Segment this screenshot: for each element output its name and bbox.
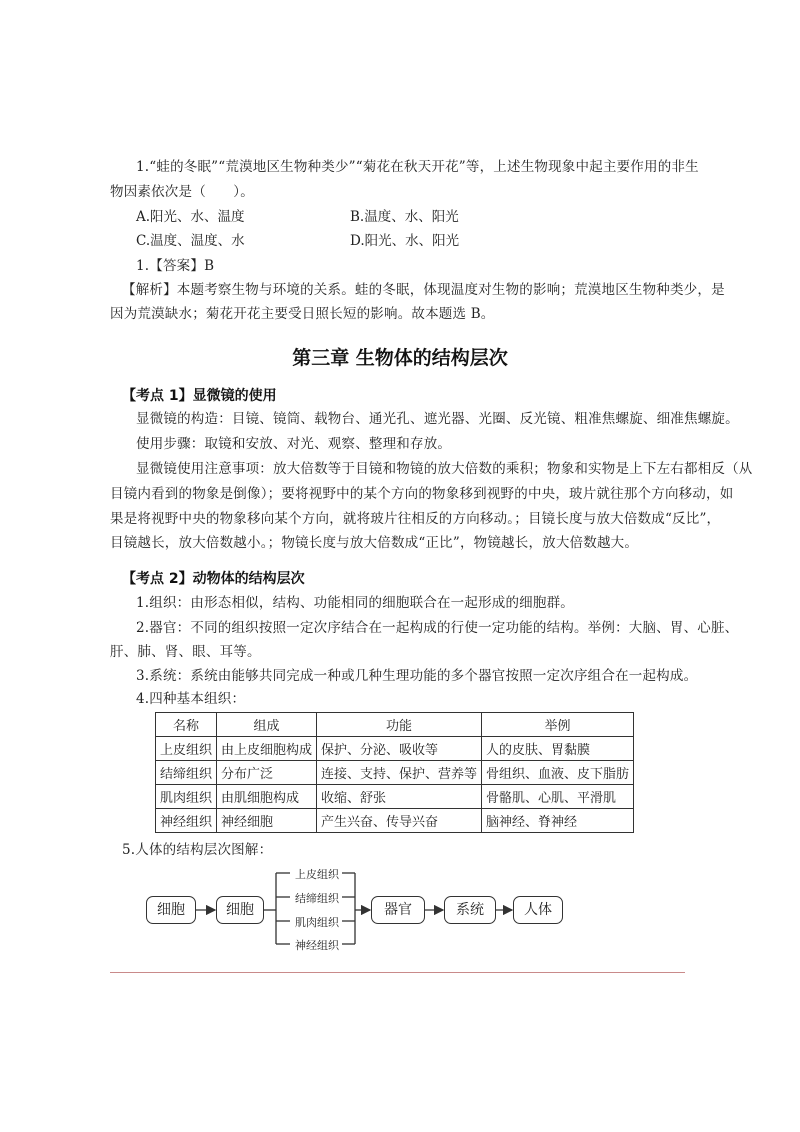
- analysis-line-1: 【解析】本题考察生物与环境的关系。蛙的冬眠，体现温度对生物的影响；荒漠地区生物种类少，是: [122, 282, 725, 298]
- option-a: A.阳光、水、温度: [136, 209, 245, 225]
- kp1-line: 目镜越长，放大倍数越小。；物镜长度与放大倍数成“正比”，物镜越长，放大倍数越大。: [110, 535, 639, 551]
- table-cell: 神经组织: [156, 809, 217, 833]
- table-header: 组成: [217, 713, 317, 737]
- table-cell: 结缔组织: [156, 761, 217, 785]
- kp1-line: 显微镜使用注意事项：放大倍数等于目镜和物镜的放大倍数的乘积；物象和实物是上下左右都相反（从: [136, 461, 753, 477]
- option-b: B.温度、水、阳光: [350, 209, 459, 225]
- table-header: 举例: [482, 713, 634, 737]
- table-cell: 上皮组织: [156, 737, 217, 761]
- table-cell: 脑神经、脊神经: [482, 809, 634, 833]
- option-d: D.阳光、水、阳光: [350, 233, 460, 249]
- table-cell: 神经细胞: [217, 809, 317, 833]
- diagram-box-system: 系统: [444, 896, 496, 924]
- footer-divider: [110, 972, 685, 973]
- table-cell: 由上皮细胞构成: [217, 737, 317, 761]
- diagram-tissue-label: 上皮组织: [295, 868, 339, 881]
- diagram-box-body: 人体: [513, 896, 563, 924]
- analysis-line-2: 因为荒漠缺水；菊花开花主要受日照长短的影响。故本题选 B。: [110, 306, 495, 322]
- kp1-line: 使用步骤：取镜和安放、对光、观察、整理和存放。: [136, 436, 452, 452]
- diagram-box-cell: 细胞: [216, 896, 264, 924]
- table-cell: 产生兴奋、传导兴奋: [317, 809, 482, 833]
- diagram-box-organ: 器官: [371, 896, 425, 924]
- table-header: 名称: [156, 713, 217, 737]
- table-cell: 连接、支持、保护、营养等: [317, 761, 482, 785]
- kp2-line: 3.系统：系统由能够共同完成一种或几种生理功能的多个器官按照一定次序组合在一起构成。: [136, 668, 698, 684]
- diagram-tissue-label: 肌肉组织: [295, 916, 339, 929]
- kp2-line: 肝、肺、肾、眼、耳等。: [110, 644, 261, 660]
- kp2-line: 2.器官：不同的组织按照一定次序结合在一起构成的行使一定功能的结构。举例：大脑、胃、心脏、: [136, 620, 739, 636]
- diagram-tissue-label: 结缔组织: [295, 892, 339, 905]
- kp2-title: 【考点 2】动物体的结构层次: [122, 571, 305, 587]
- diagram-box-cell: 细胞: [146, 896, 196, 924]
- table-cell: 保护、分泌、吸收等: [317, 737, 482, 761]
- table-cell: 肌肉组织: [156, 785, 217, 809]
- question-1-line-1: 1.“蛙的冬眠”“荒漠地区生物种类少”“菊花在秋天开花”等，上述生物现象中起主要作用的非生: [136, 159, 699, 175]
- option-c: C.温度、温度、水: [136, 233, 245, 249]
- table-cell: 骨骼肌、心肌、平滑肌: [482, 785, 634, 809]
- kp2-line: 1.组织：由形态相似，结构、功能相同的细胞联合在一起形成的细胞群。: [136, 595, 574, 611]
- table-cell: 分布广泛: [217, 761, 317, 785]
- kp1-line: 果是将视野中央的物象移向某个方向，就将玻片往相反的方向移动。；目镜长度与放大倍数成“反比”，: [110, 511, 721, 527]
- diagram-tissue-label: 神经组织: [295, 939, 339, 952]
- diagram-caption: 5.人体的结构层次图解：: [122, 842, 273, 858]
- table-header: 功能: [317, 713, 482, 737]
- kp1-title: 【考点 1】显微镜的使用: [122, 388, 277, 404]
- chapter-title: 第三章 生物体的结构层次: [292, 347, 508, 369]
- question-1-line-2: 物因素依次是（ ）。: [110, 184, 254, 200]
- table-cell: 人的皮肤、胃黏膜: [482, 737, 634, 761]
- answer: 1.【答案】B: [136, 258, 215, 274]
- table-cell: 由肌细胞构成: [217, 785, 317, 809]
- kp1-line: 显微镜的构造：目镜、镜筒、载物台、通光孔、遮光器、光圈、反光镜、粗准焦螺旋、细准焦螺旋。: [136, 411, 739, 427]
- kp2-line: 4.四种基本组织：: [136, 691, 246, 707]
- table-cell: 骨组织、血液、皮下脂肪: [482, 761, 634, 785]
- table-cell: 收缩、舒张: [317, 785, 482, 809]
- kp1-line: 目镜内看到的物象是倒像）；要将视野中的某个方向的物象移到视野的中央，玻片就往那个方向移动，如: [110, 486, 734, 502]
